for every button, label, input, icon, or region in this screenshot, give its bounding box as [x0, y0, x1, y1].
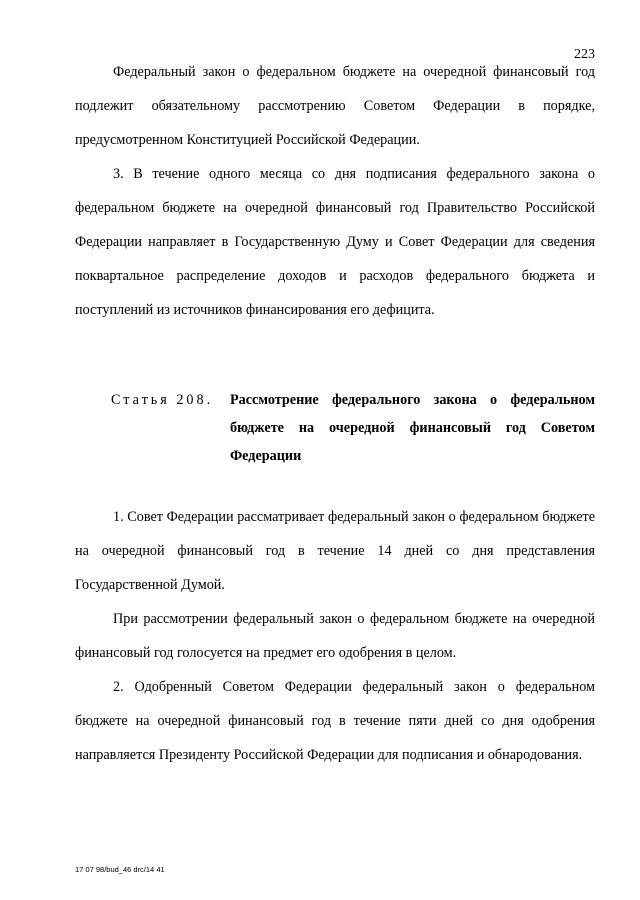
article-label: Статья 208. [111, 392, 214, 408]
footer-file-id: 17 07 98/bud_46 drc/14 41 [75, 865, 165, 874]
paragraph-clause-1: 1. Совет Федерации рассматривает федеральный закон о федеральном бюджете на очередной финансовый год в течение 14 дней со дня представления Государственной Думой. [75, 509, 595, 593]
bottom-text-block [75, 500, 595, 772]
top-text-block [75, 55, 595, 327]
paragraph-approval: При рассмотрении федеральный закон о федеральном бюджете на очередной финансовый год голосуется на предмет его одобрения в целом. [75, 611, 595, 661]
article-title: Рассмотрение федерального закона о федеральном бюджете на очередной финансовый год Советом Федерации [230, 392, 595, 464]
page-number: 223 [574, 47, 595, 62]
paragraph-budget-review: Федеральный закон о федеральном бюджете на очередной финансовый год подлежит обязательному рассмотрению Советом Федерации в порядке, предусмотренном Конституцией Российской Федерации. [75, 64, 595, 148]
paragraph-clause-3: 3. В течение одного месяца со дня подписания федерального закона о федеральном бюджете на очередной финансовый год Правительство Российской Федерации направляет в Государственную Думу и Совет Федерации для сведения поквартальное распределение доходов и расходов федерального бюджета и поступлений из источников финансирования его дефицита. [75, 166, 595, 318]
paragraph-clause-2: 2. Одобренный Советом Федерации федеральный закон о федеральном бюджете на очередной финансовый год в течение пяти дней со дня одобрения направляется Президенту Российской Федерации для подписания и обнародования. [75, 679, 595, 763]
